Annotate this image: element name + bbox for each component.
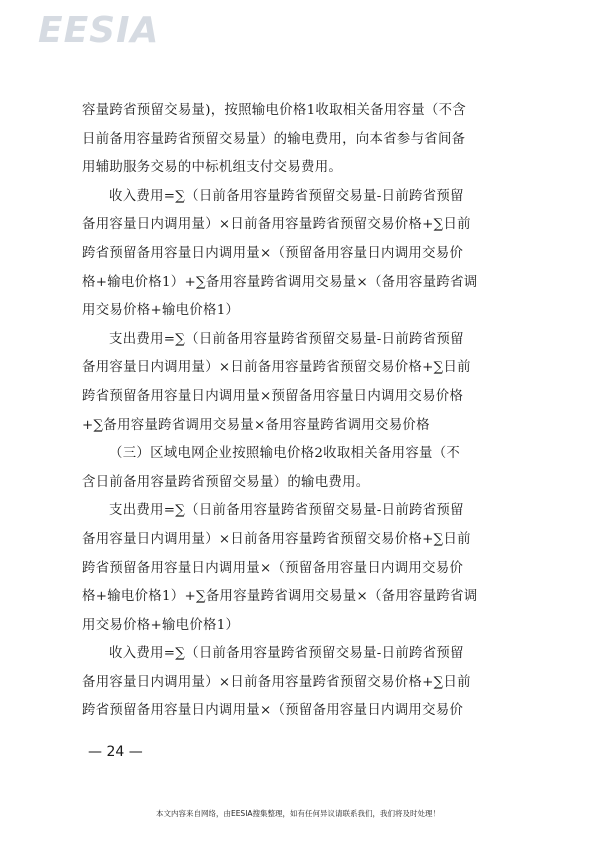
text-line: 跨省预留备用容量日内调用量×预留备用容量日内调用交易价格 (82, 388, 464, 404)
text-line: 备用容量日内调用量）×日前备用容量跨省预留交易价格+∑日前 (82, 360, 471, 376)
text-line: 跨省预留备用容量日内调用量×（预留备用容量日内调用交易价 (82, 560, 464, 576)
text-line: 备用容量日内调用量）×日前备用容量跨省预留交易价格+∑日前 (82, 217, 471, 233)
text-line: 收入费用=∑（日前备用容量跨省预留交易量-日前跨省预留 (109, 188, 464, 204)
text-line: 日前备用容量跨省预留交易量）的输电费用，向本省参与省间备 (82, 131, 466, 147)
page-number: — 24 — (88, 744, 143, 760)
text-line: 支出费用=∑（日前备用容量跨省预留交易量-日前跨省预留 (109, 331, 464, 347)
text-line: （三）区域电网企业按照输电价格2收取相关备用容量（不 (109, 446, 461, 462)
text-line: 支出费用=∑（日前备用容量跨省预留交易量-日前跨省预留 (109, 503, 464, 519)
text-line: +∑备用容量跨省调用交易量×备用容量跨省调用交易价格 (82, 417, 430, 433)
text-line: 用交易价格+输电价格1） (82, 617, 240, 633)
text-line: 容量跨省预留交易量)，按照输电价格1收取相关备用容量（不含 (82, 103, 466, 118)
text-line: 用辅助服务交易的中标机组支付交易费用。 (82, 160, 343, 176)
text-line: 备用容量日内调用量）×日前备用容量跨省预留交易价格+∑日前 (82, 531, 471, 547)
text-line: 含日前备用容量跨省预留交易量）的输电费用。 (82, 474, 370, 490)
text-line: 备用容量日内调用量）×日前备用容量跨省预留交易价格+∑日前 (82, 674, 471, 690)
text-line: 跨省预留备用容量日内调用量×（预留备用容量日内调用交易价 (82, 703, 464, 719)
document-body (82, 97, 522, 726)
text-line: 收入费用=∑（日前备用容量跨省预留交易量-日前跨省预留 (109, 646, 464, 662)
text-line: 格+输电价格1）+∑备用容量跨省调用交易量×（备用容量跨省调 (82, 274, 478, 290)
eesia-logo: EESIA (38, 10, 160, 51)
text-line: 跨省预留备用容量日内调用量×（预留备用容量日内调用交易价 (82, 245, 464, 261)
footer-disclaimer: 本文内容来自网络，由EESIA搜集整理，如有任何异议请联系我们，我们将及时处理！ (155, 809, 441, 818)
text-line: 格+输电价格1）+∑备用容量跨省调用交易量×（备用容量跨省调 (82, 589, 478, 605)
text-line: 用交易价格+输电价格1） (82, 303, 240, 319)
